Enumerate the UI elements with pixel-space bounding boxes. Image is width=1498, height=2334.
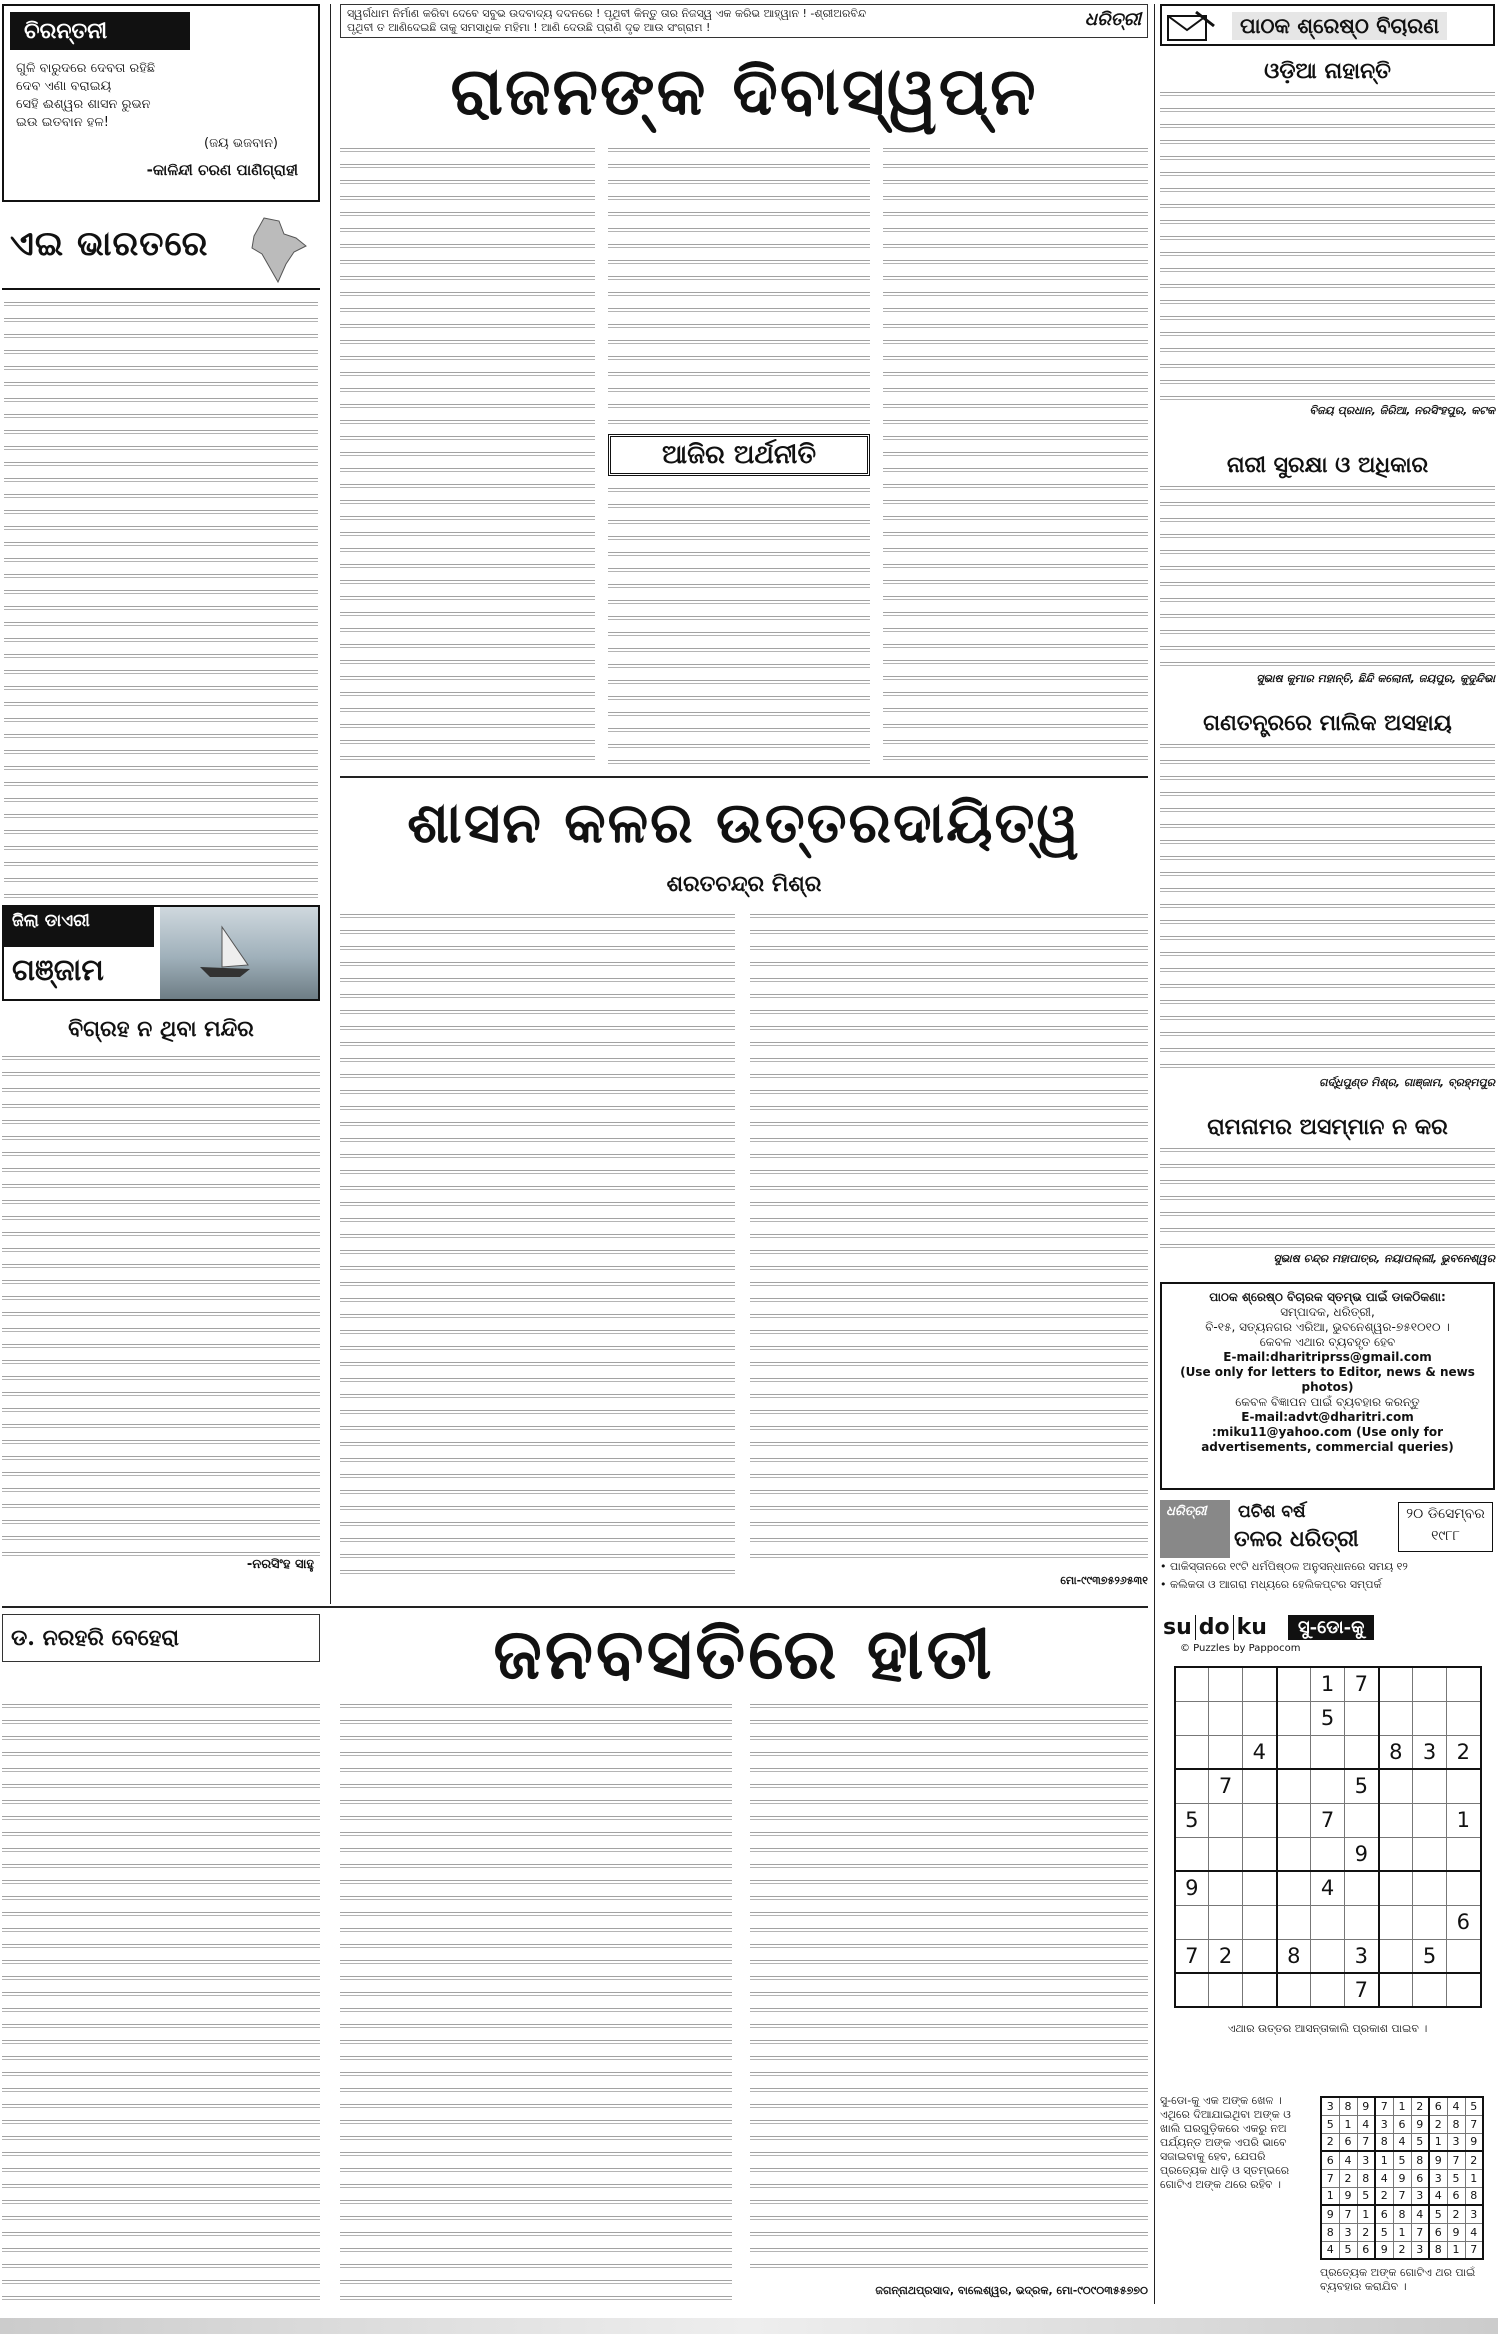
grid-cell[interactable] — [1209, 1735, 1243, 1769]
top-quote-line1: ସ୍ୱର୍ଗଧାମ ନିର୍ମାଣ କରିବା ଦେବେ ସବୁଭ ଉଦବାଦ୍ୟ ଦଦନରେ ! ପୃଥିବୀ କିନ୍ତୁ ତାର ନିଜସ୍ୱ ଏକ କରିଭ ଆହ୍ୱାନ ! -ଶ୍ରୀଅରବିନ୍ଦ — [347, 7, 867, 20]
grid-cell[interactable] — [1277, 1701, 1311, 1735]
third-story-body — [2, 1700, 1148, 2300]
grid-cell: 5 — [1465, 2097, 1483, 2115]
grid-row — [1175, 1871, 1481, 1905]
grid-cell: 7 — [1393, 2187, 1411, 2205]
grid-cell[interactable] — [1243, 1939, 1277, 1973]
anniversary-date-box: ୨୦ ଡିସେମ୍ବର ୧୯୮୮ — [1398, 1502, 1493, 1552]
grid-cell[interactable] — [1277, 1769, 1311, 1803]
grid-cell[interactable] — [1379, 1939, 1413, 1973]
grid-cell[interactable]: 3 — [1413, 1735, 1447, 1769]
sudoku-credit: © Puzzles by Pappocom — [1180, 1643, 1301, 1654]
grid-cell[interactable] — [1243, 1973, 1277, 2007]
grid-cell[interactable] — [1413, 1837, 1447, 1871]
envelope-pen-icon — [1166, 10, 1216, 42]
inset-label: ଆଜିର ଅର୍ଥନୀତି — [662, 440, 816, 470]
grid-cell[interactable] — [1175, 1701, 1209, 1735]
district-name: ଗଞ୍ଜାମ — [12, 953, 104, 988]
grid-cell: 8 — [1447, 2115, 1465, 2133]
letter-4 — [1160, 1110, 1495, 1275]
grid-cell: 3 — [1321, 2097, 1339, 2115]
grid-cell[interactable] — [1379, 1973, 1413, 2007]
grid-cell: 3 — [1429, 2169, 1447, 2187]
grid-row — [1175, 1667, 1481, 1701]
grid-cell: 4 — [1447, 2097, 1465, 2115]
grid-cell: 6 — [1447, 2187, 1465, 2205]
main-headline: ରାଜନଙ୍କ ଦିବାସ୍ୱପ୍ନ — [450, 52, 1038, 130]
letter-4-signer: ସୁଭାଷ ଚନ୍ଦ୍ର ମହାପାତ୍ର, ନୟାପଲ୍ଲୀ, ଭୁବନେଶ୍ୱର — [1273, 1252, 1495, 1265]
poem-title: ଚିରନ୍ତନୀ — [10, 12, 190, 50]
grid-cell[interactable] — [1243, 1905, 1277, 1939]
email-editor[interactable]: E-mail:dharitriprss@gmail.com — [1223, 1350, 1432, 1364]
letter-1 — [1160, 54, 1495, 434]
grid-cell: 9 — [1339, 2187, 1357, 2205]
grid-cell: 9 — [1393, 2169, 1411, 2187]
top-quote-line2: ପୃଥିବୀ ତ ଆଣିଦେଇଛି ତାକୁ ସମସାଧିକ ମହିମା ! ଆଣି ଦେଉଛି ପ୍ରାଣି ଦୃଢ ଆଉ ସଂଗ୍ରାମ ! — [347, 21, 711, 34]
inset-box — [608, 434, 870, 476]
grid-cell[interactable]: 4 — [1243, 1735, 1277, 1769]
grid-cell[interactable] — [1379, 1667, 1413, 1701]
second-story-body — [340, 910, 1148, 1600]
sudoku-grid[interactable] — [1174, 1666, 1482, 2008]
district-photo — [160, 907, 318, 999]
grid-cell[interactable] — [1311, 1939, 1345, 1973]
grid-cell[interactable] — [1413, 1803, 1447, 1837]
grid-cell[interactable]: 2 — [1209, 1939, 1243, 1973]
grid-cell: 1 — [1321, 2187, 1339, 2205]
india-map-icon — [234, 216, 314, 286]
divider-vertical-right — [1154, 4, 1155, 2304]
grid-cell[interactable] — [1447, 1973, 1481, 2007]
grid-cell[interactable]: 8 — [1379, 1735, 1413, 1769]
grid-cell: 3 — [1465, 2205, 1483, 2223]
grid-cell: 7 — [1465, 2115, 1483, 2133]
grid-cell: 3 — [1339, 2223, 1357, 2241]
grid-cell: 3 — [1357, 2151, 1375, 2169]
grid-cell[interactable] — [1277, 1871, 1311, 1905]
letter-3-title: ଗଣତନ୍ତ୍ରରେ ମାଲିକ ଅସହାୟ — [1203, 710, 1452, 736]
poem-author: -କାଳିନ୍ଦୀ ଚରଣ ପାଣିଗ୍ରାହୀ — [146, 161, 298, 179]
grid-row — [1175, 1701, 1481, 1735]
grid-cell: 1 — [1339, 2115, 1357, 2133]
grid-cell: 1 — [1447, 2241, 1465, 2259]
main-story-body — [340, 144, 1148, 768]
sudoku-rules-2: ପ୍ରତ୍ୟେକ ଅଙ୍କ ଗୋଟିଏ ଥର ପାଇଁ ବ୍ୟବହାର କରାଯିବ । — [1320, 2266, 1476, 2293]
sub-story-body — [2, 1052, 320, 1557]
grid-row — [1321, 2223, 1483, 2241]
third-author-header: ଡ. ନରହରି ବେହେରା — [2, 1614, 320, 1662]
grid-cell[interactable] — [1447, 1667, 1481, 1701]
sudoku-rules: ସୁ-ଡୋ-କୁ ଏକ ଅଙ୍କ ଖେଳ । ଏଥିରେ ଦିଆଯାଇଥିବା ଅଙ୍କ ଓ ଖାଲି ଘରଗୁଡ଼ିକରେ ଏକରୁ ନଅ ପର୍ଯ୍ୟନ୍ତ ଅଙ୍କ ଏପରି ଭାବେ ସଜାଇବାକୁ ହେବ, ଯେପରି ପ୍ରତ୍ୟେକ ଧାଡ଼ି ଓ ସ୍ତମ୍ଭରେ ଗୋଟିଏ ଅଙ୍କ ଥରେ ରହିବ । — [1160, 2094, 1291, 2191]
grid-cell: 5 — [1357, 2187, 1375, 2205]
third-footer-contact: ଜଗନ୍ନାଥପ୍ରସାଦ, ବାଲେଶ୍ୱର, ଭଦ୍ରକ, ମୋ-୯୦୯୦୩୫୫୭୭୦ — [875, 2284, 1148, 2297]
grid-cell: 5 — [1321, 2115, 1339, 2133]
grid-cell: 9 — [1465, 2133, 1483, 2151]
grid-cell: 6 — [1357, 2241, 1375, 2259]
grid-cell: 3 — [1411, 2241, 1429, 2259]
grid-cell: 4 — [1429, 2187, 1447, 2205]
grid-row — [1175, 1837, 1481, 1871]
grid-cell: 1 — [1429, 2133, 1447, 2151]
grid-cell[interactable] — [1277, 1973, 1311, 2007]
grid-cell[interactable] — [1379, 1769, 1413, 1803]
section-title: ଏଇ ଭାରତରେ — [10, 224, 209, 264]
grid-cell[interactable]: 4 — [1311, 1871, 1345, 1905]
letter-2-title: ନାରୀ ସୁରକ୍ଷା ଓ ଅଧିକାର — [1226, 452, 1429, 478]
grid-cell[interactable] — [1209, 1667, 1243, 1701]
grid-cell[interactable] — [1243, 1803, 1277, 1837]
divider-center-1 — [340, 776, 1148, 778]
grid-cell: 7 — [1321, 2169, 1339, 2187]
grid-cell[interactable]: 8 — [1277, 1939, 1311, 1973]
grid-cell[interactable] — [1277, 1803, 1311, 1837]
grid-cell[interactable] — [1345, 1871, 1379, 1905]
grid-cell[interactable]: 6 — [1447, 1905, 1481, 1939]
grid-row — [1175, 1769, 1481, 1803]
grid-row — [1321, 2151, 1483, 2169]
grid-cell[interactable] — [1209, 1837, 1243, 1871]
grid-cell[interactable] — [1243, 1871, 1277, 1905]
address-box: ପାଠକ ଶ୍ରେଷ୍ଠ ବିଚାରକ ସ୍ତମ୍ଭ ପାଇଁ ଡାକଠିକଣା: ସମ୍ପାଦକ, ଧରିତ୍ରୀ, ବି-୧୫, ସତ୍ୟନଗର ଏରିଆ, ଭୁବନେଶ୍ୱର-୭୫୧୦୧୦ । କେବଳ ଏଥାର ବ୍ୟବହୃତ ହେବ E-mail:dharitriprss@gmail.com (Use only for letters to Editor, news & news photos) କେବଳ ବିଜ୍ଞାପନ ପାଇଁ ବ୍ୟବହାର କରନ୍ତୁ E-mail:advt@dharitri.com :miku11@yahoo.com (Use only for advertisements, commercial queries) — [1160, 1282, 1495, 1490]
poem-box — [2, 4, 320, 202]
grid-cell[interactable] — [1345, 1735, 1379, 1769]
grid-cell: 9 — [1447, 2223, 1465, 2241]
grid-cell[interactable] — [1379, 1701, 1413, 1735]
grid-row — [1321, 2241, 1483, 2259]
second-footer-contact: ମୋ-୯୯୩୭୫୨୬୫୩୧ — [1060, 1574, 1148, 1587]
grid-cell: 7 — [1465, 2241, 1483, 2259]
grid-cell: 4 — [1375, 2169, 1393, 2187]
divider-horizontal-main — [2, 1606, 1148, 1608]
grid-cell[interactable]: 7 — [1345, 1973, 1379, 2007]
anniversary-logo-text: ଧରିତ୍ରୀ — [1166, 1504, 1207, 1519]
grid-cell[interactable]: 7 — [1209, 1769, 1243, 1803]
grid-cell: 7 — [1357, 2133, 1375, 2151]
grid-cell[interactable] — [1447, 1939, 1481, 1973]
grid-cell: 1 — [1393, 2223, 1411, 2241]
grid-cell[interactable] — [1413, 1871, 1447, 1905]
divider-vertical-left — [330, 4, 331, 1604]
grid-cell[interactable] — [1175, 1905, 1209, 1939]
letter-3-signer: ଗର୍ଦ୍ଧିପୁଣ୍ଡ ମିଶ୍ର, ଗାଞ୍ଜାମ, ବ୍ରହ୍ମପୁର — [1319, 1076, 1495, 1089]
second-headline: ଶାସନ କଳର ଉତ୍ତରଦାୟିତ୍ୱ — [407, 790, 1081, 856]
grid-cell[interactable]: 5 — [1311, 1701, 1345, 1735]
grid-cell[interactable]: 1 — [1311, 1667, 1345, 1701]
grid-cell[interactable] — [1345, 1701, 1379, 1735]
grid-cell[interactable] — [1311, 1973, 1345, 2007]
grid-cell: 7 — [1411, 2223, 1429, 2241]
grid-cell: 9 — [1411, 2115, 1429, 2133]
grid-cell: 6 — [1411, 2169, 1429, 2187]
grid-cell[interactable] — [1243, 1701, 1277, 1735]
grid-cell[interactable] — [1345, 1803, 1379, 1837]
letter-1-title: ଓଡ଼ିଆ ନାହାନ୍ତି — [1264, 58, 1391, 84]
grid-cell: 9 — [1321, 2205, 1339, 2223]
boat-icon — [160, 907, 318, 999]
grid-cell: 5 — [1447, 2169, 1465, 2187]
grid-cell[interactable] — [1413, 1973, 1447, 2007]
grid-cell[interactable] — [1175, 1837, 1209, 1871]
grid-cell: 4 — [1411, 2205, 1429, 2223]
ei-bharatare-body — [4, 298, 318, 898]
second-byline: ଶରତଚନ୍ଦ୍ର ମିଶ୍ର — [666, 872, 822, 897]
grid-cell[interactable]: 5 — [1413, 1939, 1447, 1973]
sub-story-left — [2, 1010, 320, 1570]
grid-cell[interactable]: 7 — [1311, 1803, 1345, 1837]
grid-cell[interactable]: 2 — [1447, 1735, 1481, 1769]
grid-cell[interactable] — [1209, 1701, 1243, 1735]
grid-cell: 7 — [1339, 2205, 1357, 2223]
grid-cell[interactable]: 9 — [1345, 1837, 1379, 1871]
bottom-strip — [0, 2318, 1498, 2334]
letter-1-signer: ବିଜୟ ପ୍ରଧାନ, ଜିରିଆ, ନରସିଂହପୁର, କଟକ — [1309, 404, 1495, 417]
grid-cell[interactable]: 5 — [1175, 1803, 1209, 1837]
sub-headline: ବିଗ୍ରହ ନ ଥିବା ମନ୍ଦିର — [68, 1016, 254, 1042]
grid-cell: 2 — [1393, 2241, 1411, 2259]
grid-cell[interactable] — [1277, 1735, 1311, 1769]
grid-cell: 8 — [1321, 2223, 1339, 2241]
third-headline: ଜନବସତିରେ ହାତୀ — [493, 1612, 995, 1695]
grid-cell: 2 — [1339, 2169, 1357, 2187]
grid-cell[interactable] — [1311, 1769, 1345, 1803]
grid-cell: 3 — [1447, 2133, 1465, 2151]
grid-cell: 3 — [1411, 2187, 1429, 2205]
grid-cell: 6 — [1429, 2097, 1447, 2115]
grid-cell: 5 — [1429, 2205, 1447, 2223]
grid-cell: 8 — [1465, 2187, 1483, 2205]
sub-story-author: -ନରସିଂହ ସାହୁ — [246, 1557, 314, 1572]
grid-cell[interactable] — [1175, 1735, 1209, 1769]
grid-cell: 2 — [1429, 2115, 1447, 2133]
poem-lines: ଗୁଳି ବାରୁଦରେ ଦେବତା ରହିଛି ଦେବ ଏଣା ବରାଇୟ ସେହି ଈଶ୍ୱର ଶାସନ ରୁଭନ ଇଉ ଇତବାନ ହଳ! — [16, 61, 156, 130]
grid-cell: 5 — [1393, 2151, 1411, 2169]
grid-cell[interactable] — [1447, 1871, 1481, 1905]
grid-row — [1321, 2169, 1483, 2187]
grid-row — [1321, 2205, 1483, 2223]
grid-cell[interactable]: 7 — [1345, 1667, 1379, 1701]
grid-cell[interactable] — [1209, 1973, 1243, 2007]
grid-cell[interactable] — [1447, 1769, 1481, 1803]
grid-cell: 5 — [1411, 2133, 1429, 2151]
grid-cell[interactable]: 3 — [1345, 1939, 1379, 1973]
grid-row — [1175, 1905, 1481, 1939]
grid-cell: 2 — [1321, 2133, 1339, 2151]
grid-cell[interactable] — [1413, 1769, 1447, 1803]
grid-cell[interactable] — [1379, 1803, 1413, 1837]
grid-cell: 6 — [1321, 2151, 1339, 2169]
grid-cell[interactable] — [1413, 1905, 1447, 1939]
grid-cell[interactable] — [1379, 1905, 1413, 1939]
grid-row — [1321, 2187, 1483, 2205]
anniversary-box: ଧରିତ୍ରୀ ପଚିଶ ବର୍ଷ ତଳର ଧରିତ୍ରୀ ୨୦ ଡିସେମ୍ବର ୧୯୮୮ • ପାକିସ୍ତାନରେ ୧୯ଟି ଧର୍ମପିଷ୍ଠଳ ଅନୁସନ୍ଧାନରେ ସମୟ ୧୨ • କଲିକତା ଓ ଆଗରା ମଧ୍ୟରେ ହେଲିକପ୍ଟର ସମ୍ପର୍କ — [1160, 1500, 1495, 1604]
grid-cell[interactable] — [1311, 1735, 1345, 1769]
grid-cell[interactable] — [1379, 1871, 1413, 1905]
grid-cell: 2 — [1447, 2205, 1465, 2223]
grid-cell[interactable] — [1243, 1769, 1277, 1803]
section-header-ei-bharatare — [2, 210, 320, 290]
grid-cell: 4 — [1339, 2151, 1357, 2169]
letter-2-signer: ସୁଭାଷ କୁମାର ମହାନ୍ତି, ଛିନ୍ଦି କଲୋନୀ, ଜୟପୁର, କୁଦୁନ୍ଦିଭା — [1256, 672, 1495, 685]
grid-cell[interactable] — [1277, 1667, 1311, 1701]
grid-cell[interactable] — [1311, 1837, 1345, 1871]
grid-cell[interactable] — [1175, 1667, 1209, 1701]
grid-cell[interactable] — [1209, 1871, 1243, 1905]
grid-cell[interactable]: 7 — [1175, 1939, 1209, 1973]
grid-cell[interactable] — [1277, 1905, 1311, 1939]
letters-header: ପାଠକ ଶ୍ରେଷ୍ଠ ବିଚାରଣ — [1160, 4, 1495, 46]
grid-cell: 1 — [1357, 2205, 1375, 2223]
grid-cell: 6 — [1375, 2205, 1393, 2223]
grid-row — [1321, 2133, 1483, 2151]
grid-cell: 8 — [1393, 2205, 1411, 2223]
grid-cell[interactable] — [1175, 1769, 1209, 1803]
grid-cell[interactable] — [1209, 1905, 1243, 1939]
paper-logo: ଧରିତ୍ରୀ — [1084, 9, 1141, 30]
grid-cell: 4 — [1321, 2241, 1339, 2259]
grid-row — [1321, 2115, 1483, 2133]
grid-cell[interactable] — [1243, 1837, 1277, 1871]
top-quote-banner — [340, 4, 1148, 38]
poem-note: (ଜୟ ଭଜବାନ) — [204, 136, 278, 151]
grid-cell: 3 — [1375, 2115, 1393, 2133]
grid-cell: 2 — [1411, 2097, 1429, 2115]
grid-cell: 1 — [1393, 2097, 1411, 2115]
grid-cell: 2 — [1357, 2223, 1375, 2241]
district-diary-label: ଜିଲା ଡାଏରୀ — [4, 907, 154, 947]
letter-4-title: ରାମନାମର ଅସମ୍ମାନ ନ କର — [1207, 1114, 1448, 1140]
grid-cell: 1 — [1465, 2169, 1483, 2187]
grid-cell: 8 — [1357, 2169, 1375, 2187]
grid-cell[interactable] — [1209, 1803, 1243, 1837]
grid-cell: 5 — [1375, 2223, 1393, 2241]
sudoku-panel — [1160, 1612, 1495, 2302]
grid-cell[interactable]: 5 — [1345, 1769, 1379, 1803]
grid-cell[interactable]: 1 — [1447, 1803, 1481, 1837]
grid-cell[interactable] — [1175, 1973, 1209, 2007]
grid-cell: 9 — [1375, 2241, 1393, 2259]
grid-cell[interactable] — [1447, 1701, 1481, 1735]
grid-cell[interactable] — [1243, 1667, 1277, 1701]
grid-row — [1175, 1803, 1481, 1837]
grid-cell: 8 — [1375, 2133, 1393, 2151]
grid-cell: 7 — [1447, 2151, 1465, 2169]
sudoku-answer-note: ଏଥାର ଉତ୍ତର ଆସନ୍ତାକାଲି ପ୍ରକାଶ ପାଇବ । — [1227, 2022, 1428, 2035]
grid-cell: 4 — [1393, 2133, 1411, 2151]
grid-cell: 6 — [1429, 2223, 1447, 2241]
grid-row — [1321, 2097, 1483, 2115]
grid-cell[interactable] — [1345, 1905, 1379, 1939]
grid-cell[interactable] — [1379, 1837, 1413, 1871]
grid-cell: 6 — [1339, 2133, 1357, 2151]
grid-cell: 5 — [1339, 2241, 1357, 2259]
grid-cell: 9 — [1429, 2151, 1447, 2169]
email-advt[interactable]: E-mail:advt@dharitri.com — [1241, 1410, 1414, 1424]
grid-cell[interactable] — [1277, 1837, 1311, 1871]
grid-cell: 4 — [1357, 2115, 1375, 2133]
grid-row — [1175, 1939, 1481, 1973]
grid-cell[interactable] — [1413, 1701, 1447, 1735]
grid-cell[interactable] — [1413, 1667, 1447, 1701]
grid-row — [1175, 1973, 1481, 2007]
letter-2 — [1160, 448, 1495, 698]
sudoku-brand: su do ku ସୁ-ଡୋ-କୁ — [1160, 1612, 1495, 1642]
grid-row — [1175, 1735, 1481, 1769]
grid-cell: 8 — [1411, 2151, 1429, 2169]
grid-cell: 2 — [1465, 2151, 1483, 2169]
email-yahoo[interactable]: :miku11@yahoo.com (Use only for advertisements, commercial queries) — [1201, 1425, 1454, 1454]
grid-cell: 9 — [1357, 2097, 1375, 2115]
grid-cell[interactable] — [1311, 1905, 1345, 1939]
grid-cell[interactable] — [1447, 1837, 1481, 1871]
grid-cell: 1 — [1375, 2151, 1393, 2169]
district-diary-banner — [2, 905, 320, 1001]
grid-cell: 6 — [1393, 2115, 1411, 2133]
grid-cell: 8 — [1339, 2097, 1357, 2115]
grid-cell: 4 — [1465, 2223, 1483, 2241]
grid-cell: 8 — [1429, 2241, 1447, 2259]
grid-cell: 7 — [1375, 2097, 1393, 2115]
grid-cell[interactable]: 9 — [1175, 1871, 1209, 1905]
grid-cell: 2 — [1375, 2187, 1393, 2205]
letter-3 — [1160, 706, 1495, 1106]
sudoku-solution-grid — [1320, 2096, 1484, 2260]
